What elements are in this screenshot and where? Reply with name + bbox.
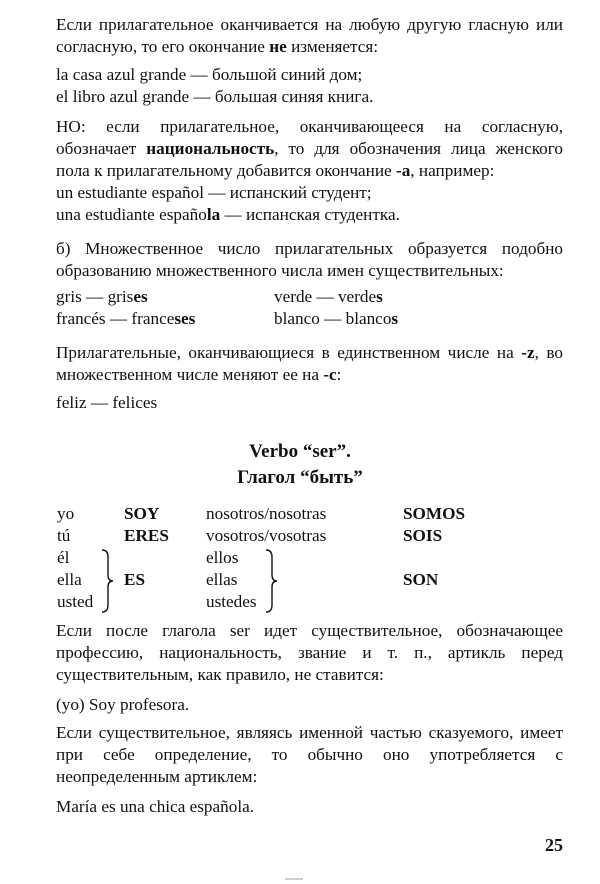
scan-mark [285, 878, 303, 880]
para2-text-a: НО: если прилагательное, оканчивающееся на согласную, обозначает [56, 117, 563, 158]
para2-text-c: , например: [410, 161, 495, 180]
verb-form-plural: SOMOS [403, 504, 466, 523]
pronoun-plural: ellas [206, 570, 238, 589]
plural-pair-row [56, 308, 563, 330]
paragraph-z-to-c [56, 342, 563, 414]
right-brace-icon [264, 549, 278, 613]
pronoun-plural: vosotros/vosotras [206, 526, 327, 545]
para1-text-b: изменяется: [286, 37, 379, 56]
verb-form-plural: SOIS [403, 526, 443, 545]
para2-bold2: -a [395, 161, 411, 180]
paragraph-plural [56, 238, 563, 330]
paragraph-indefinite-article [56, 722, 563, 818]
pronoun: él [57, 548, 70, 567]
pronoun: yo [57, 504, 75, 523]
example-line-a: una estudiante españo [56, 205, 207, 224]
paragraph-nationality [56, 116, 563, 226]
paragraph-invariable-adjectives [56, 14, 563, 108]
plural-a-ending: es [133, 287, 148, 306]
para4-text-a: Прилагательные, оканчивающиеся в единственном числе на [56, 343, 522, 362]
pronoun-plural: ustedes [206, 592, 257, 611]
paragraph-no-article [56, 620, 563, 716]
example-line: feliz — felices [56, 393, 158, 412]
plural-pair-row [56, 286, 563, 308]
example-line: María es una chica española. [56, 797, 255, 816]
para4-text-c: : [336, 365, 342, 384]
para6-text: Если существительное, являясь именной частью сказуемого, имеет при себе определение, то обычно оно употребляется с неопределенным артиклем: [56, 723, 563, 786]
para4-text-b: , во множественном числе меняют ее на [56, 343, 564, 384]
para3-text: б) Множественное число прилагательных образуется подобно образованию множественного числа имен существительных: [56, 239, 563, 280]
para2-bold: национальность [146, 139, 275, 158]
example-line: la casa azul grande — большой синий дом; [56, 65, 363, 84]
example-line: el libro azul grande — большая синяя книга. [56, 87, 374, 106]
verb-form: ES [124, 570, 146, 589]
plural-b-ending: s [376, 287, 383, 306]
para5-text: Если после глагола ser идет существительное, обозначающее профессию, национальность, звание и т. п., артикль перед существительным, как правило, не ставится: [56, 621, 563, 684]
plural-b: verde — verde [274, 287, 377, 306]
plural-a: francés — france [56, 309, 175, 328]
pronoun-plural: ellos [206, 548, 239, 567]
section-subtitle: Глагол “быть” [237, 467, 363, 488]
section-title: Verbo “ser”. [249, 441, 351, 462]
example-line: (yo) Soy profesora. [56, 695, 190, 714]
example-line: un estudiante español — испанский студент; [56, 183, 372, 202]
page-number: 25 [545, 835, 563, 855]
verb-form: ERES [124, 526, 169, 545]
para4-bold: -z [521, 343, 535, 362]
para2-text-b: , то для обозначения лица женского пола к прилагательному добавится окончание [56, 139, 563, 180]
conjugation-table [57, 503, 517, 613]
right-brace-icon [100, 549, 114, 613]
para1-bold: не [269, 37, 287, 56]
example-line-bold: la [206, 205, 221, 224]
pronoun: ella [57, 570, 82, 589]
example-line-c: — испанская студентка. [220, 205, 400, 224]
plural-b-ending: s [391, 309, 399, 328]
para1-text-a: Если прилагательное оканчивается на любую другую гласную или согласную, то его окончание [56, 15, 563, 56]
plural-a-ending: ses [174, 309, 196, 328]
pronoun: tú [57, 526, 71, 545]
verb-form-plural: SON [403, 570, 439, 589]
plural-b: blanco — blanco [274, 309, 392, 328]
plural-a: gris — gris [56, 287, 134, 306]
pronoun-plural: nosotros/nosotras [206, 504, 327, 523]
pronoun: usted [57, 592, 94, 611]
para4-bold2: -c [323, 365, 337, 384]
verb-form: SOY [124, 504, 160, 523]
